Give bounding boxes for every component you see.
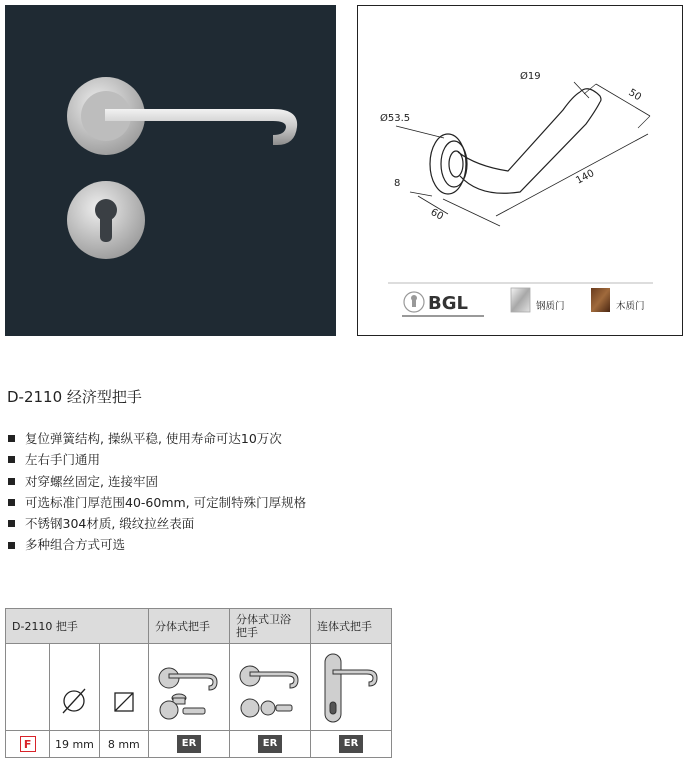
er-cell-split [149,731,230,758]
thickness-icon [109,681,139,721]
bullet-icon [8,435,15,442]
steel-door-label: 钢质门 [536,301,565,312]
wood-door-label: 木质门 [616,301,645,312]
feature-list [7,428,306,556]
er-cell-bath [230,731,311,758]
diameter-value: 19 mm [50,731,99,758]
table-cell-empty [6,644,50,731]
spec-table [5,608,392,758]
er-badge: ER [177,735,201,753]
list-item: 可选标准门厚范围40-60mm, 可定制特殊门厚规格 [7,492,306,513]
product-title: D-2110 经济型把手 [7,388,142,406]
list-item: 左右手门通用 [7,449,306,470]
fire-rated-cell [6,731,50,758]
table-cell-thickness [99,644,148,731]
bullet-icon [8,456,15,463]
thickness-value: 8 mm [99,731,148,758]
split-handle-icon [151,646,227,726]
product-photo [5,5,336,336]
bath-handle-icon [232,646,308,726]
plate-handle-icon [313,646,389,726]
list-item: 不锈钢304材质, 缎纹拉丝表面 [7,513,306,534]
list-item: 对穿螺丝固定, 连接牢固 [7,471,306,492]
dim-length: 140 [574,167,597,187]
bath-handle-image [230,644,311,731]
fire-rated-badge: F [20,736,36,752]
er-badge: ER [258,735,282,753]
list-item: 多种组合方式可选 [7,534,306,555]
wood-door-swatch [591,288,610,312]
dim-projection: 50 [626,87,644,104]
bullet-icon [8,478,15,485]
split-handle-image [149,644,230,731]
table-header-model: D-2110 把手 [6,609,149,644]
table-header-bath: 分体式卫浴 把手 [230,609,311,644]
bgl-logo [402,292,484,316]
lever-handle-photo [5,5,336,336]
er-badge: ER [339,735,363,753]
table-header-plate: 连体式把手 [311,609,392,644]
dim-tube-diameter: Ø19 [520,71,541,82]
er-cell-plate [311,731,392,758]
bullet-icon [8,542,15,549]
steel-door-swatch [511,288,530,312]
dim-rose-diameter: Ø53.5 [380,113,411,124]
table-cell-diameter [50,644,99,731]
diameter-icon [59,681,89,721]
bullet-icon [8,520,15,527]
dimension-drawing [358,6,681,334]
plate-handle-image [311,644,392,731]
bullet-icon [8,499,15,506]
svg-text:BGL: BGL [428,293,468,314]
dim-rose-thickness: 8 [394,178,401,189]
dim-offset: 60 [428,206,445,223]
table-header-split: 分体式把手 [149,609,230,644]
list-item: 复位弹簧结构, 操纵平稳, 使用寿命可达10万次 [7,428,306,449]
technical-drawing [357,5,683,336]
